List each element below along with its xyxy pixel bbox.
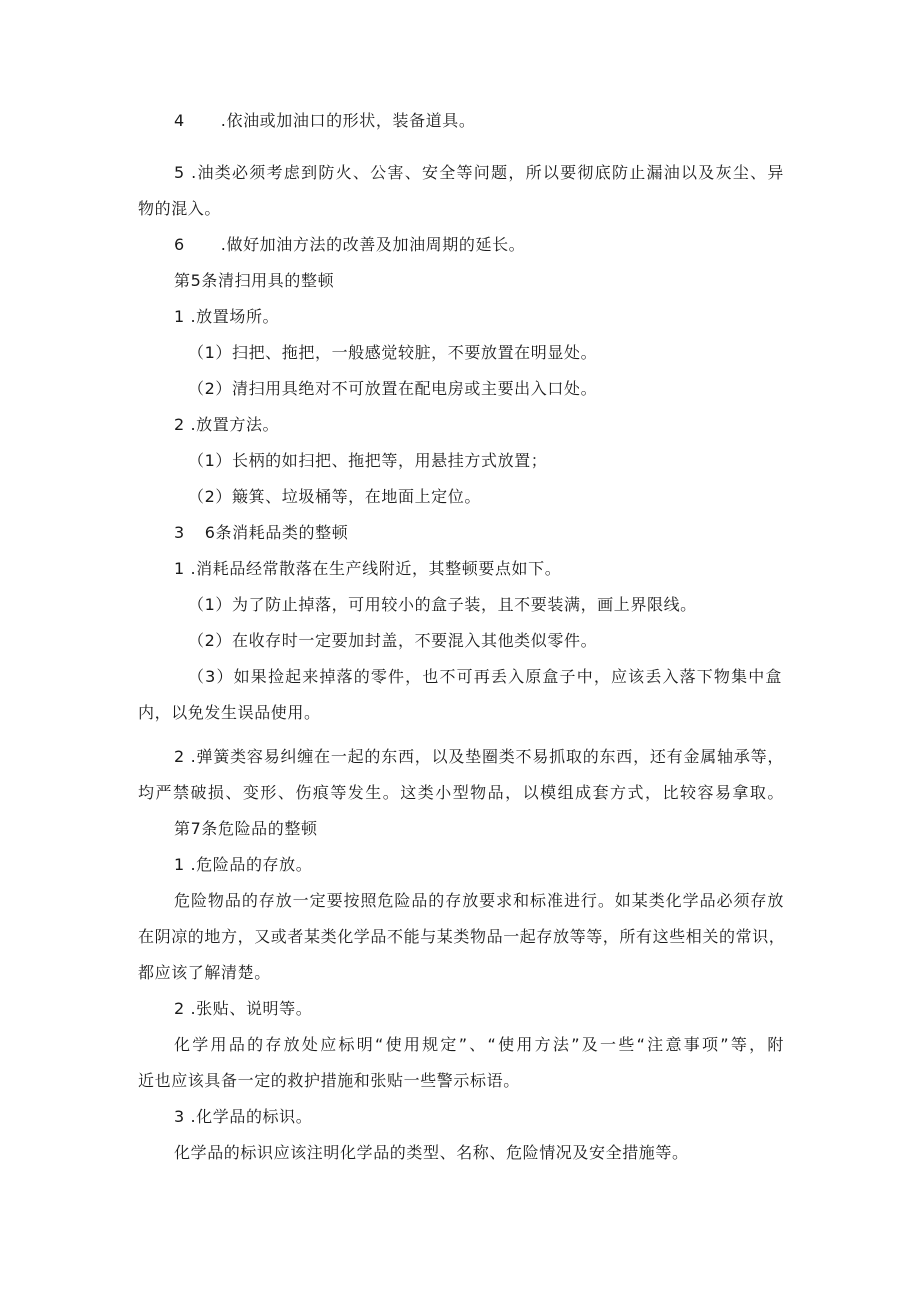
item-5-oil-safety: 5 .油类必须考虑到防火、公害、安全等问题，所以要彻底防止漏油以及灰尘、异 <box>174 163 784 182</box>
section-heading-5: 第5条清扫用具的整顿 <box>174 271 335 290</box>
item-number: 6 <box>174 235 185 254</box>
hazard-storage-paragraph-line-2: 在阴凉的地方，又或者某类化学品不能与某类物品一起存放等等，所有这些相关的常识， <box>138 927 786 946</box>
item-4-oil-tools <box>174 110 475 132</box>
subitem-2-dustpans: （2）簸箕、垃圾桶等，在地面上定位。 <box>188 487 481 506</box>
hazard-storage-paragraph-line-3: 都应该了解清楚。 <box>138 963 271 982</box>
subitem-3-dropped-parts-continued: 内，以免发生误品使用。 <box>138 703 321 722</box>
item-text: 6条消耗品类的整顿 <box>204 523 349 542</box>
item-number: 4 <box>174 111 185 130</box>
labels-paragraph-line-2: 近也应该具备一定的救护措施和张贴一些警示标语。 <box>138 1071 520 1090</box>
item-5-oil-safety-continued: 物的混入。 <box>138 199 222 218</box>
section-heading-6 <box>174 522 348 544</box>
item-2-springs-continued: 均严禁破损、变形、伤痕等发生。这类小型物品，以模组成套方式，比较容易拿取。 <box>138 783 784 802</box>
item-1-placement: 1 .放置场所。 <box>174 307 280 326</box>
item-number: 3 <box>174 523 185 542</box>
item-6-oil-method <box>174 234 525 256</box>
item-3-chemical-marking: 3 .化学品的标识。 <box>174 1107 313 1126</box>
item-2-placement-method: 2 .放置方法。 <box>174 415 280 434</box>
section-heading-7: 第7条危险品的整顿 <box>174 819 318 838</box>
labels-paragraph: 化学用品的存放处应标明“使用规定”、“使用方法”及一些“注意事项”等，附 <box>174 1035 784 1054</box>
subitem-2-cleaning-tools: （2）清扫用具绝对不可放置在配电房或主要出入口处。 <box>188 379 598 398</box>
item-1-consumables: 1 .消耗品经常散落在生产线附近，其整顿要点如下。 <box>174 559 562 578</box>
item-2-springs: 2 .弹簧类容易纠缠在一起的东西，以及垫圈类不易抓取的东西，还有金属轴承等， <box>174 747 784 766</box>
subitem-2-seal-cover: （2）在收存时一定要加封盖，不要混入其他类似零件。 <box>188 631 598 650</box>
item-1-hazard-storage: 1 .危险品的存放。 <box>174 855 313 874</box>
chemical-marking-paragraph: 化学品的标识应该注明化学品的类型、名称、危险情况及安全措施等。 <box>174 1143 689 1162</box>
subitem-3-dropped-parts: （3）如果捡起来掉落的零件，也不可再丢入原盒子中，应该丢入落下物集中盒 <box>188 667 782 686</box>
subitem-1-brooms: （1）扫把、拖把，一般感觉较脏，不要放置在明显处。 <box>188 343 598 362</box>
subitem-1-long-handles: （1）长柄的如扫把、拖把等，用悬挂方式放置； <box>188 451 548 470</box>
item-2-labels: 2 .张贴、说明等。 <box>174 999 313 1018</box>
item-text: .做好加油方法的改善及加油周期的延长。 <box>220 235 526 254</box>
item-text: .依油或加油口的形状，装备道具。 <box>220 111 476 130</box>
hazard-storage-paragraph: 危险物品的存放一定要按照危险品的存放要求和标准进行。如某类化学品必须存放 <box>174 891 784 910</box>
subitem-1-small-boxes: （1）为了防止掉落，可用较小的盒子装，且不要装满，画上界限线。 <box>188 595 697 614</box>
